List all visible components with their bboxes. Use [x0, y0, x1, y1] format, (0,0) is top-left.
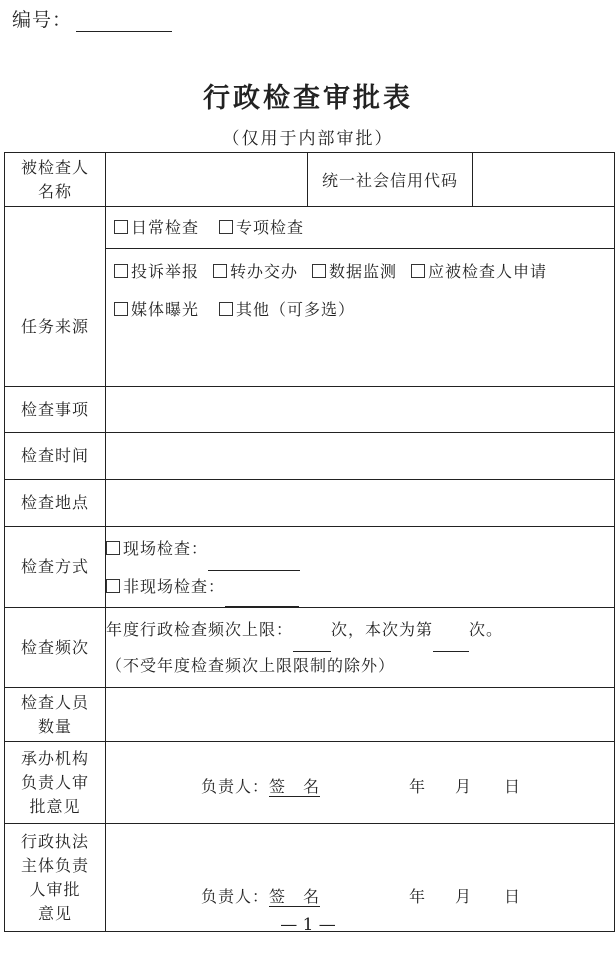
checkbox-icon[interactable]	[106, 541, 120, 555]
undertaking-opinion-field[interactable]	[106, 742, 615, 824]
row-inspection-place	[5, 480, 615, 527]
inspected-name-field[interactable]	[106, 153, 308, 207]
label-line: 行政执法	[20, 831, 89, 851]
label-inspection-frequency: 检查频次	[5, 608, 106, 688]
form-subtitle: （仅用于内部审批）	[222, 129, 394, 149]
option-label: 其他（可多选）	[236, 300, 356, 319]
serial-number	[12, 5, 172, 32]
responsible-label: 负责人：	[201, 776, 270, 796]
month-label: 月	[455, 886, 473, 906]
checkbox-icon[interactable]	[411, 264, 425, 278]
option-label: 投诉举报	[131, 262, 200, 281]
enforcement-responsible	[201, 825, 320, 969]
offsite-blank-field[interactable]	[225, 590, 299, 607]
option-transfer[interactable]	[213, 262, 298, 281]
label-inspected-name	[5, 153, 106, 207]
label-line: 主体负责	[20, 855, 89, 875]
checkbox-icon[interactable]	[219, 302, 233, 316]
task-source-row-1	[106, 207, 614, 249]
option-label: 应被检查人申请	[428, 262, 548, 281]
option-data-monitoring[interactable]	[312, 262, 397, 281]
label-line: 数量	[37, 716, 72, 736]
option-label: 媒体曝光	[131, 300, 200, 319]
serial-blank-field[interactable]	[76, 11, 172, 32]
task-source-row-2	[106, 249, 614, 290]
inspection-method-options	[106, 527, 615, 608]
task-source-options	[106, 207, 615, 387]
option-other[interactable]	[219, 300, 355, 319]
frequency-current-field[interactable]	[433, 635, 469, 652]
signature-field[interactable]: 签 名	[269, 776, 321, 796]
label-inspection-time: 检查时间	[5, 433, 106, 480]
inspection-frequency-content	[106, 608, 615, 688]
option-label: 专项检查	[236, 218, 305, 237]
inspection-place-field[interactable]	[106, 480, 615, 527]
label-inspection-item: 检查事项	[5, 387, 106, 433]
option-label: 转办交办	[230, 262, 299, 281]
option-on-request[interactable]	[411, 262, 547, 281]
day-label: 日	[504, 776, 522, 796]
row-inspected-name	[5, 153, 615, 207]
method-offsite[interactable]	[106, 567, 614, 607]
row-inspection-item	[5, 387, 615, 433]
option-routine[interactable]	[114, 218, 199, 237]
option-label: 日常检查	[131, 218, 200, 237]
label-line: 批意见	[29, 796, 81, 816]
label-inspection-method: 检查方式	[5, 527, 106, 608]
credit-code-label: 统一社会信用代码	[308, 153, 473, 207]
undertaking-signature-line	[106, 743, 614, 823]
row-undertaking-opinion	[5, 742, 615, 824]
row-inspection-time	[5, 433, 615, 480]
checkbox-icon[interactable]	[219, 220, 233, 234]
frequency-text-3: 次。	[469, 620, 504, 639]
credit-code-field[interactable]	[473, 153, 615, 207]
task-source-row-3	[106, 290, 614, 330]
row-task-source	[5, 207, 615, 387]
approval-form-table	[4, 152, 615, 932]
onsite-label: 现场检查：	[123, 539, 209, 558]
inspection-item-field[interactable]	[106, 387, 615, 433]
checkbox-icon[interactable]	[106, 579, 120, 593]
responsible-label: 负责人：	[201, 886, 270, 906]
offsite-label: 非现场检查：	[123, 577, 226, 596]
page-number: — 1 —	[280, 915, 336, 935]
option-complaint[interactable]	[114, 262, 199, 281]
label-line: 承办机构	[20, 748, 89, 768]
option-special[interactable]	[219, 218, 304, 237]
inspection-time-field[interactable]	[106, 433, 615, 480]
row-inspection-method	[5, 527, 615, 608]
label-line: 名称	[37, 181, 72, 201]
label-line: 被检查人	[20, 157, 89, 177]
undertaking-responsible	[201, 743, 320, 831]
checkbox-icon[interactable]	[114, 302, 128, 316]
checkbox-icon[interactable]	[213, 264, 227, 278]
row-inspector-count	[5, 688, 615, 742]
frequency-text-2: 次，本次为第	[331, 620, 434, 639]
row-inspection-frequency	[5, 608, 615, 688]
option-label: 数据监测	[329, 262, 398, 281]
form-title: 行政检查审批表	[203, 83, 413, 114]
inspector-count-field[interactable]	[106, 688, 615, 742]
option-media[interactable]	[114, 300, 199, 319]
year-label: 年	[409, 776, 427, 796]
label-undertaking-opinion	[5, 742, 106, 824]
label-inspector-count	[5, 688, 106, 742]
checkbox-icon[interactable]	[312, 264, 326, 278]
label-task-source: 任务来源	[5, 207, 106, 387]
frequency-note: （不受年度检查频次上限限制的除外）	[106, 656, 396, 675]
label-inspection-place: 检查地点	[5, 480, 106, 527]
year-label: 年	[409, 886, 427, 906]
method-onsite[interactable]	[106, 527, 614, 567]
label-line: 意见	[37, 903, 72, 923]
day-label: 日	[504, 886, 522, 906]
month-label: 月	[455, 776, 473, 796]
checkbox-icon[interactable]	[114, 264, 128, 278]
frequency-text-1: 年度行政检查频次上限：	[106, 620, 294, 639]
label-line: 人审批	[29, 879, 81, 899]
serial-label: 编号：	[12, 9, 73, 31]
signature-field[interactable]: 签 名	[269, 886, 321, 906]
label-line: 检查人员	[20, 692, 89, 712]
frequency-line	[106, 608, 614, 646]
checkbox-icon[interactable]	[114, 220, 128, 234]
label-line: 负责人审	[20, 772, 89, 792]
